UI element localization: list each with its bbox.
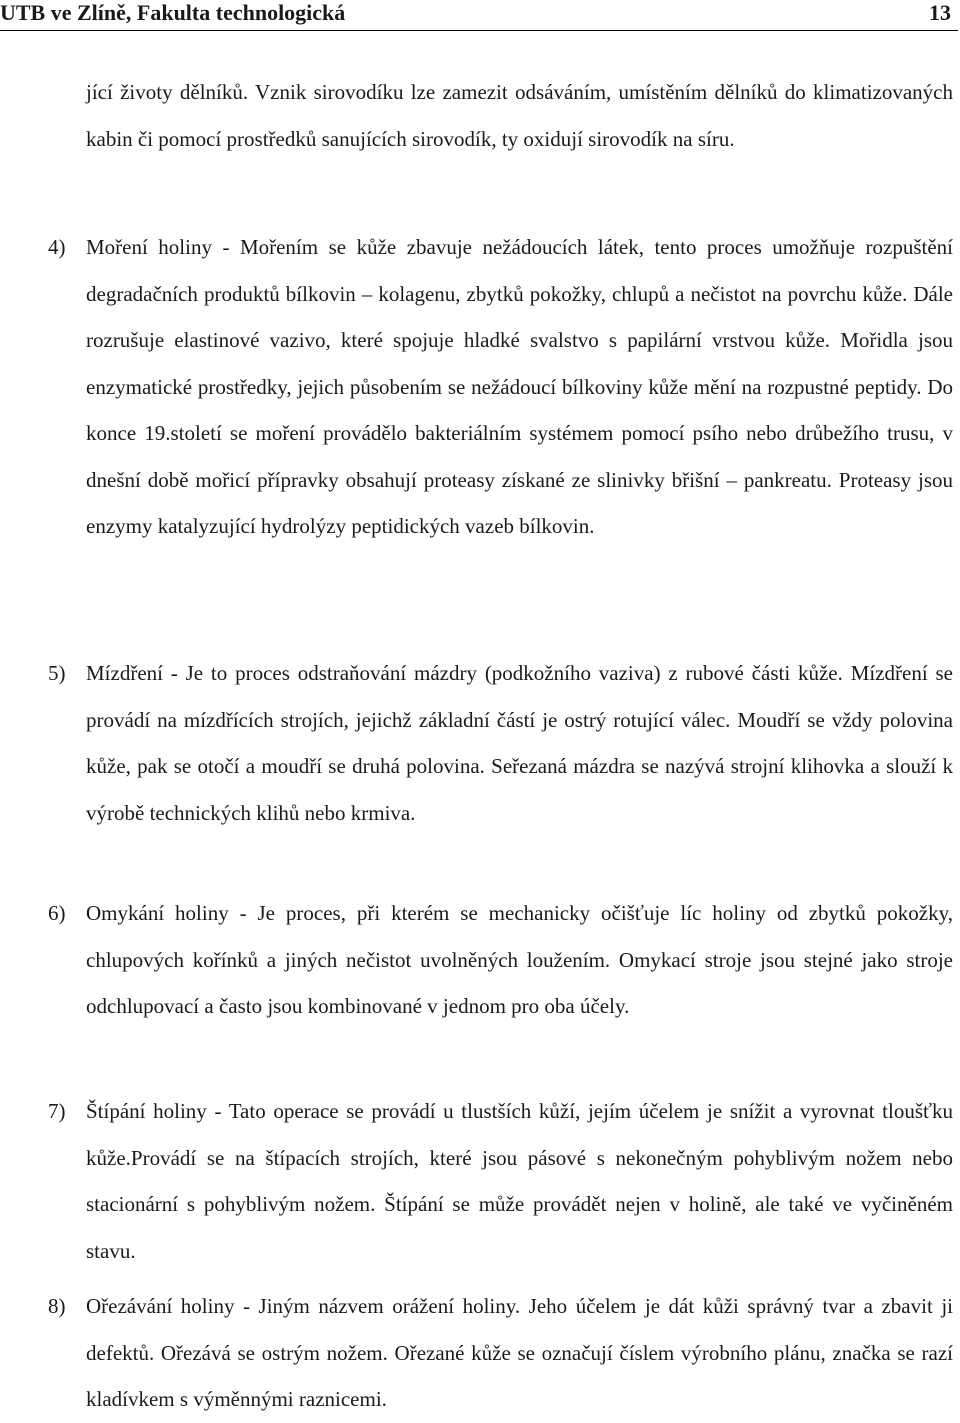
list-item-number: 8) (48, 1294, 66, 1318)
list-item-text: Moření holiny - Mořením se kůže zbavuje nežádoucích látek, tento proces umožňuje rozpuštění degradačních produktů bílkovin – kolagenu, zbytků pokožky, chlupů a nečistot na povrchu kůže. Dále rozrušuje elastinové vazivo, které spojuje hladké svalstvo s papilární vrstvou kůže. Mořidla jsou enzymatické prostředky, jejich působením se nežádoucí bílkoviny kůže mění na rozpustné peptidy. Do konce 19.století se moření provádělo bakteriálním systémem pomocí psího nebo drůbežího trusu, v dnešní době mořicí přípravky obsahují proteasy získané ze slinivky břišní – pankreatu. Proteasy jsou enzymy katalyzující hydrolýzy peptidických vazeb bílkovin. (86, 235, 953, 538)
header-divider (0, 30, 958, 31)
page-header (0, 0, 960, 30)
list-item-number: 5) (48, 661, 66, 685)
list-item-text: Štípání holiny - Tato operace se provádí u tlustších kůží, jejím účelem je snížit a vyrovnat tloušťku kůže.Provádí se na štípacích strojích, které jsou pásové s nekonečným pohyblivým nožem nebo stacionární s pohyblivým nožem. Štípání se může provádět nejen v holině, ale také ve vyčiněném stavu. (86, 1099, 953, 1263)
intro-paragraph: jící životy dělníků. Vznik sirovodíku lze zamezit odsáváním, umístěním dělníků do klimatizovaných kabin či pomocí prostředků sanujících sirovodík, ty oxidují sirovodík na síru. (86, 80, 953, 151)
list-item-text: Omykání holiny - Je proces, při kterém se mechanicky očišťuje líc holiny od zbytků pokožky, chlupových kořínků a jiných nečistot uvolněných loužením. Omykací stroje jsou stejné jako stroje odchlupovací a často jsou kombinované v jednom pro oba účely. (86, 901, 953, 1018)
list-item-number: 6) (48, 901, 66, 925)
list-item-text: Mízdření - Je to proces odstraňování mázdry (podkožního vaziva) z rubové části kůže. Mízdření se provádí na mízdřících strojích, jejichž základní částí je ostrý rotující válec. Moudří se vždy polovina kůže, pak se otočí a moudří se druhá polovina. Seřezaná mázdra se nazývá strojní klihovka a slouží k výrobě technických klihů nebo krmiva. (86, 661, 953, 825)
list-item-number: 4) (48, 235, 66, 259)
list-item-text: Ořezávání holiny - Jiným názvem orážení holiny. Jeho účelem je dát kůži správný tvar a zbavit ji defektů. Ořezává se ostrým nožem. Ořezané kůže se označují číslem výrobního plánu, značka se razí kladívkem s výměnnými raznicemi. (86, 1294, 953, 1411)
page-number: 13 (929, 0, 951, 25)
header-title: UTB ve Zlíně, Fakulta technologická (0, 0, 346, 25)
list-item-number: 7) (48, 1099, 66, 1123)
